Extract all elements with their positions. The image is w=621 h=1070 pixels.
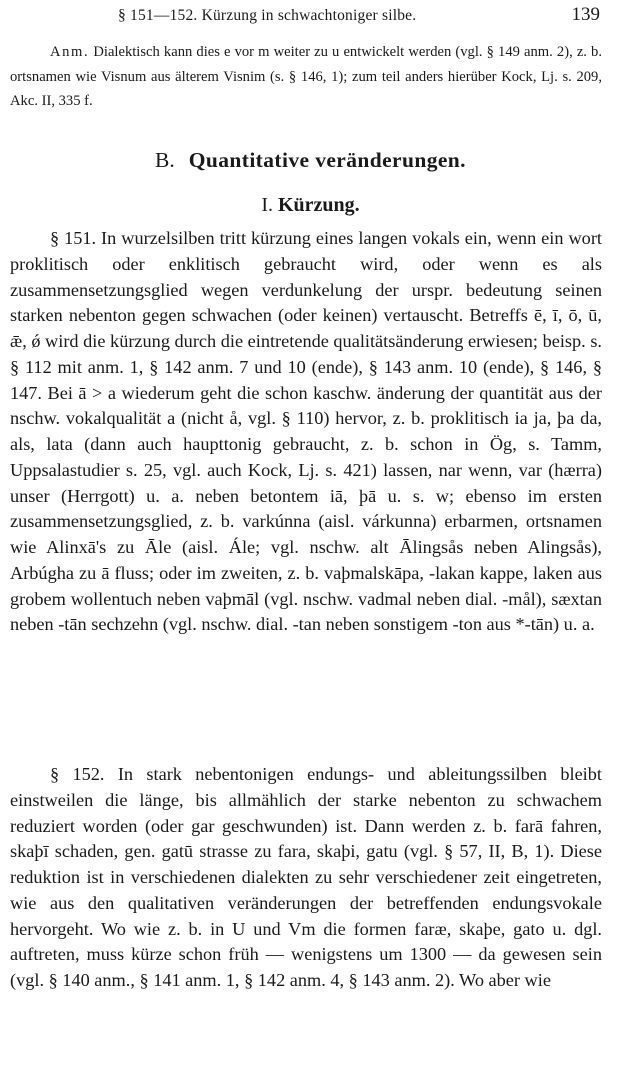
section-label: B. bbox=[155, 148, 175, 172]
section-title: Quantitative veränderungen. bbox=[188, 148, 466, 172]
note-lead: Anm. bbox=[50, 44, 90, 60]
paragraph-151 bbox=[10, 226, 602, 638]
paragraph-152-text: § 152. In stark nebentonigen endungs- und ableitungssilben bleibt einstweilen die länge, bis allmählich der starke nebenton zu schwachem reduziert worden (oder gar geschwunden) ist. Dann werden z. b. farā fahren, skaþī schaden, gen. gatū strasse zu fara, skaþi, gatu (vgl. § 57, II, B, 1). Diese reduktion ist in verschiedenen dialekten zu sehr verschiedener zeit eingetreten, wie aus den qualitativen veränderungen der betreffenden endungsvokale hervorgeht. Wo wie z. b. in U und Vm die formen faræ, skaþe, gato u. dgl. auftreten, muss kürze schon früh — wenigstens um 1300 — da gewesen sein (vgl. § 140 anm., § 141 anm. 1, § 142 anm. 4, § 143 anm. 2). Wo aber wie bbox=[10, 764, 602, 990]
running-title: § 151—152. Kürzung in schwachtoniger silbe. bbox=[118, 7, 417, 24]
subsection-label: I. bbox=[261, 194, 273, 216]
paragraph-152 bbox=[10, 762, 602, 994]
paragraph-151-text: § 151. In wurzelsilben tritt kürzung eines langen vokals ein, wenn ein wort proklitisch oder enklitisch gebraucht wird, oder wenn es als zusammensetzungsglied wegen verdunkelung der urspr. bedeutung seinen starken nebenton gegen schwachen (oder keinen) vertauscht. Betreffs ē, ī, ō, ū, ǣ, ǿ wird die kürzung durch die eintretende qualitätsänderung erwiesen; beisp. s. § 112 mit anm. 1, § 142 anm. 7 und 10 (ende), § 143 anm. 10 (ende), § 146, § 147. Bei ā > a wiederum geht die schon kaschw. änderung der quantität aus der nschw. vokalqualität a (nicht å, vgl. § 110) hervor, z. b. proklitisch ia ja, þa da, als, lata (dann auch haupttonig gebraucht, z. b. schon in Ög, s. Tamm, Uppsalastudier s. 25, vgl. auch Kock, Lj. s. 421) lassen, nar wenn, var (hærra) unser (Herrgott) u. a. neben betontem iā, þā u. s. w; ebenso im ersten zusammensetzungsglied, z. b. varkúnna (aisl. várkunna) erbarmen, ortsnamen wie Alinxā's zu Āle (aisl. Ále; vgl. nschw. alt Ālingsås neben Alingsås), Arbúgha zu ā fluss; oder im zweiten, z. b. vaþmalskāpa, -lakan kappe, laken aus grobem wollentuch neben vaþmāl (vgl. nschw. vadmal neben dial. -mål), sæxtan neben -tān sechzehn (vgl. nschw. dial. -tan neben sonstigem -ton aus *-tān) u. a. bbox=[10, 228, 602, 635]
page-number: 139 bbox=[571, 4, 600, 25]
subsection-heading bbox=[0, 194, 621, 217]
running-head bbox=[14, 4, 604, 30]
note-paragraph bbox=[10, 40, 602, 114]
note-text: Dialektisch kann dies e vor m weiter zu u entwickelt werden (vgl. § 149 anm. 2), z. b. ortsnamen wie Visnum aus älterem Visnim (s. § 146, 1); zum teil anders hierüber Kock, Lj. s. 209, Akc. II, 335 f. bbox=[10, 44, 602, 109]
section-heading bbox=[0, 148, 621, 173]
subsection-title: Kürzung. bbox=[277, 194, 360, 216]
